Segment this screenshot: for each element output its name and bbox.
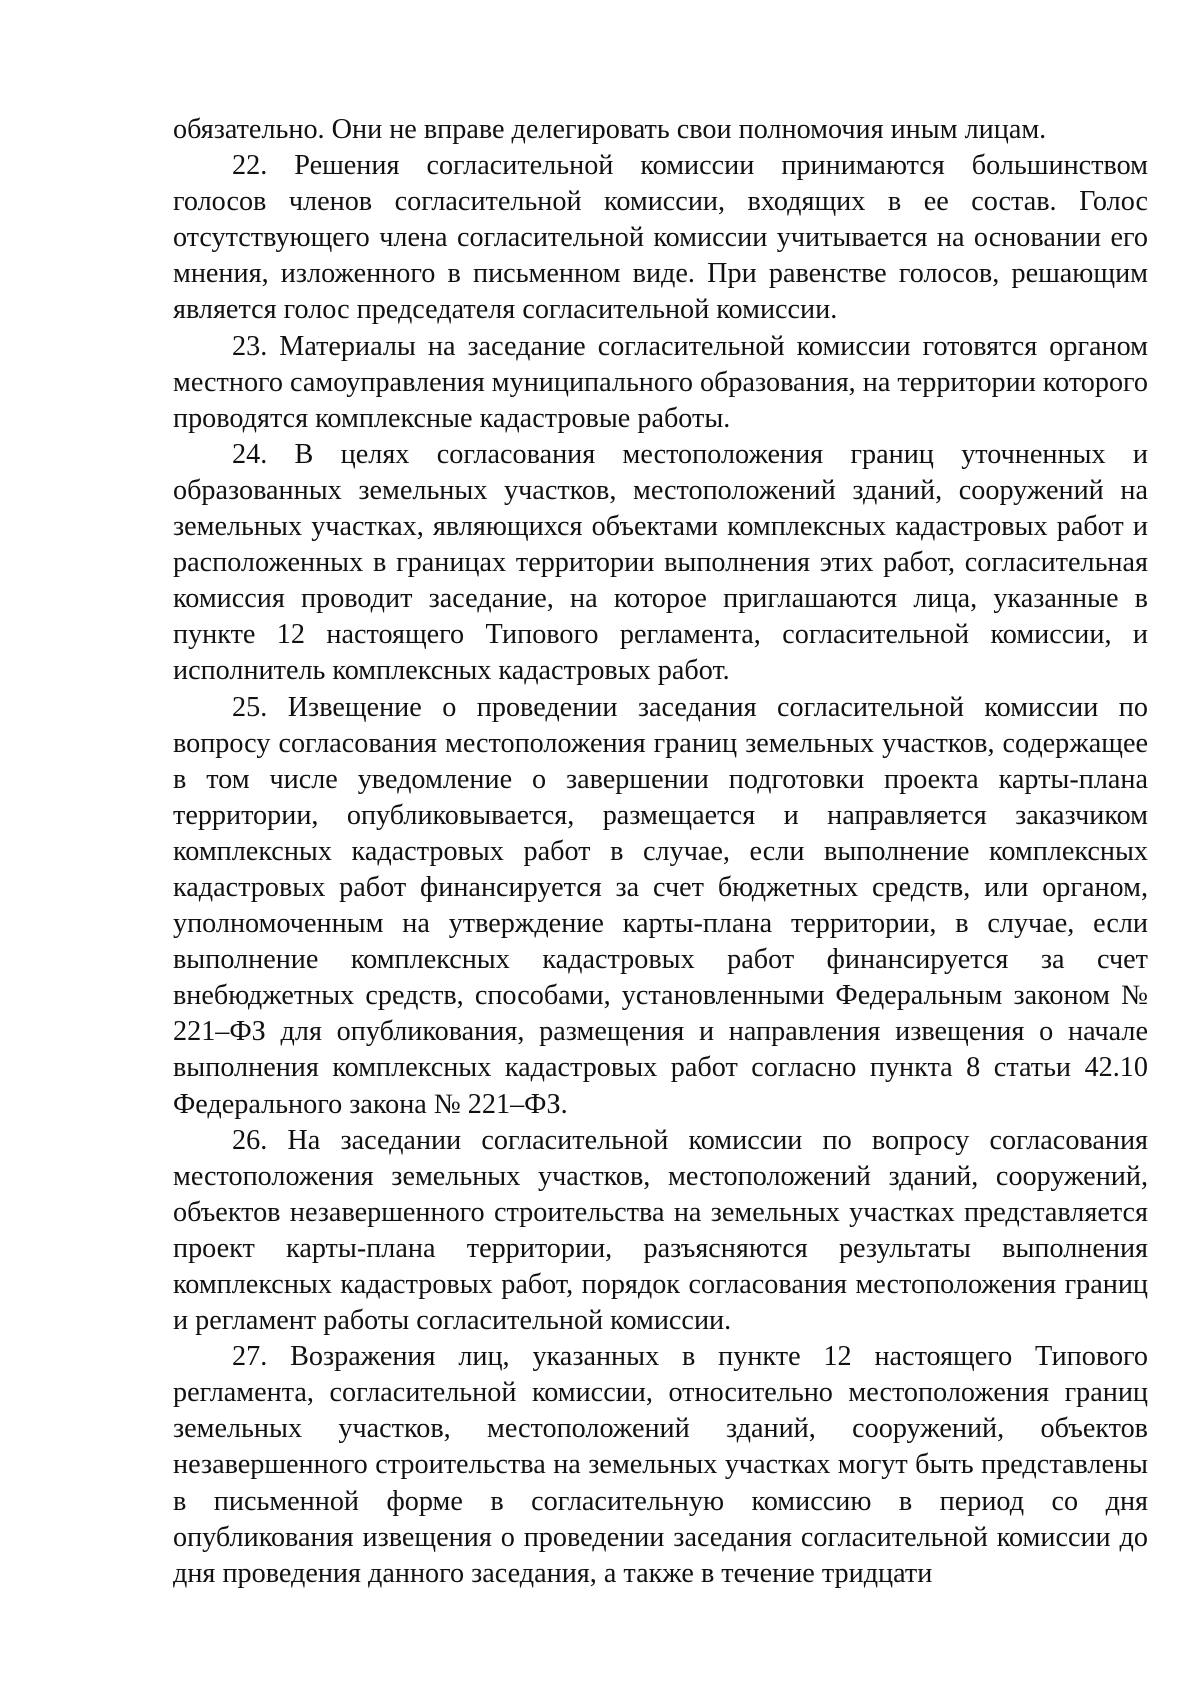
paragraph-22: 22. Решения согласительной комиссии принимаются большинством голосов членов согласительной комиссии, входящих в ее состав. Голос отсутствующего члена согласительной комиссии учитывается на основании его мнения, изложенного в письменном виде. При равенстве голосов, решающим является голос председателя согласительной комиссии.	[173, 150, 1148, 326]
paragraph-25: 25. Извещение о проведении заседания согласительной комиссии по вопросу согласования местоположения границ земельных участков, содержащее в том числе уведомление о завершении подготовки проекта карты-плана территории, опубликовывается, размещается и направляется заказчиком комплексных кадастровых работ в случае, если выполнение комплексных кадастровых работ финансируется за счет бюджетных средств, или органом, уполномоченным на утверждение карты-плана территории, в случае, если выполнение комплексных кадастровых работ финансируется за счет внебюджетных средств, способами, установленными Федеральным законом № 221–ФЗ для опубликования, размещения и направления извещения о начале выполнения комплексных кадастровых работ согласно пункта 8 статьи 42.10 Федерального закона № 221–ФЗ.	[173, 691, 1148, 1120]
document-body	[173, 112, 1148, 1592]
paragraph-continuation: обязательно. Они не вправе делегировать свои полномочия иным лицам.	[173, 114, 1047, 145]
paragraph-27: 27. Возражения лиц, указанных в пункте 12 настоящего Типового регламента, согласительной комиссии, относительно местоположения границ земельных участков, местоположений зданий, сооружений, объектов незавершенного строительства на земельных участках могут быть представлены в письменной форме в согласительную комиссию в период со дня опубликования извещения о проведении заседания согласительной комиссии до дня проведения данного заседания, а также в течение тридцати	[173, 1341, 1148, 1589]
paragraph-24: 24. В целях согласования местоположения границ уточненных и образованных земельных участков, местоположений зданий, сооружений на земельных участках, являющихся объектами комплексных кадастровых работ и расположенных в границах территории выполнения этих работ, согласительная комиссия проводит заседание, на которое приглашаются лица, указанные в пункте 12 настоящего Типового регламента, согласительной комиссии, и исполнитель комплексных кадастровых работ.	[173, 438, 1148, 687]
paragraph-23: 23. Материалы на заседание согласительной комиссии готовятся органом местного самоуправления муниципального образования, на территории которого проводятся комплексные кадастровые работы.	[173, 330, 1149, 434]
paragraph-26: 26. На заседании согласительной комиссии по вопросу согласования местоположения земельных участков, местоположений зданий, сооружений, объектов незавершенного строительства на земельных участках представляется проект карты-плана территории, разъясняются результаты выполнения комплексных кадастровых работ, порядок согласования местоположения границ и регламент работы согласительной комиссии.	[173, 1124, 1148, 1337]
